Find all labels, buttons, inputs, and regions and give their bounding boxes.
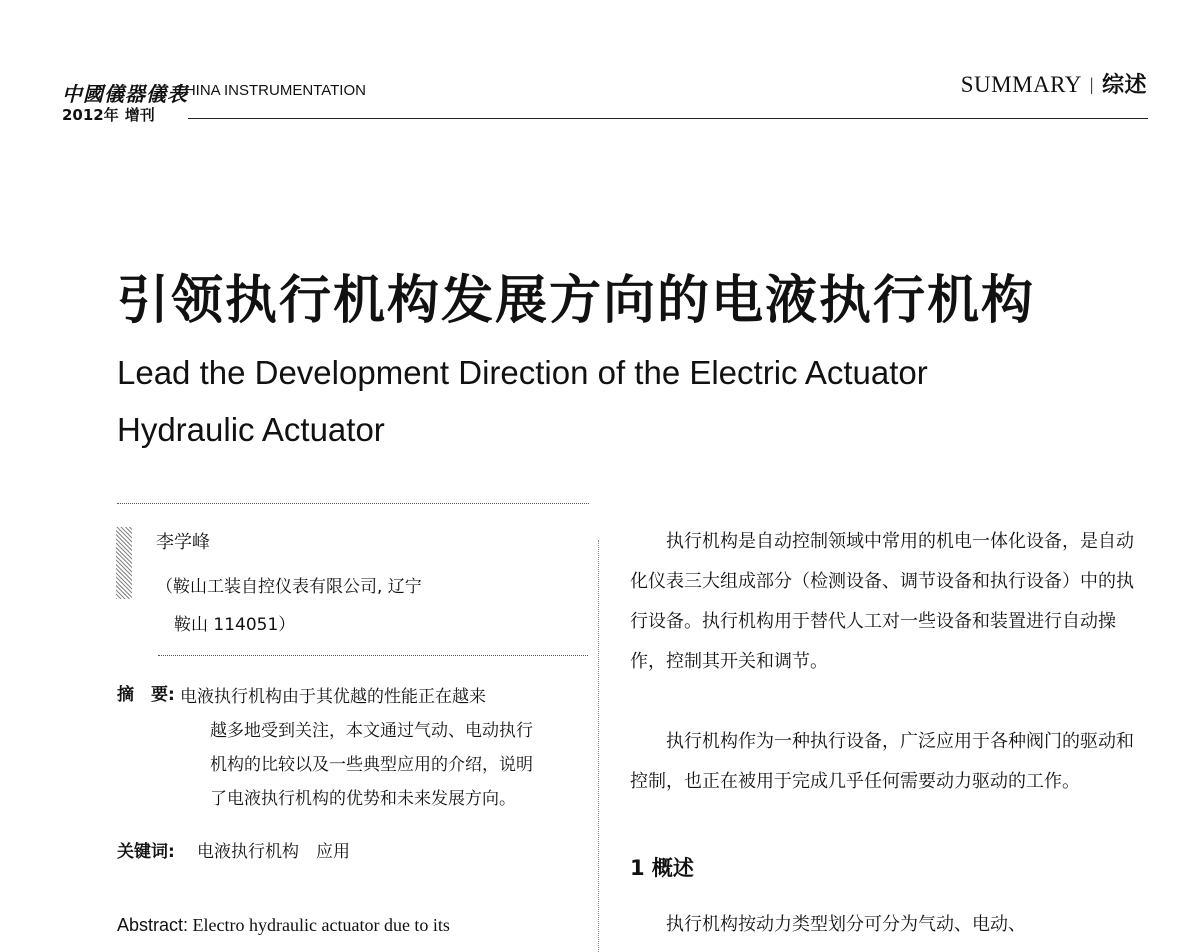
article-title-zh: 引领执行机构发展方向的电液执行机构 <box>117 271 1036 331</box>
paragraph-text: 执行机构是自动控制领域中常用的机电一体化设备，是自动化仪表三大组成部分（检测设备、调节设备和执行设备）中的执行设备。执行机构用于替代人工对一些设备和装置进行自动操作，控制其开关和调节。 <box>630 531 1134 672</box>
body-paragraph-2 <box>630 722 1145 802</box>
section-heading: 1 概述 <box>630 856 694 880</box>
paragraph-text: 执行机构按动力类型划分可分为气动、电动、 <box>666 914 1026 935</box>
abstract-line: 了电液执行机构的优势和未来发展方向。 <box>210 789 516 809</box>
abstract-line: 电液执行机构由于其优越的性能正在越来 <box>180 687 486 707</box>
author-top-rule <box>117 503 589 504</box>
article-title-en <box>117 344 1097 458</box>
body-paragraph-1 <box>630 522 1145 682</box>
keywords-label: 关键词: <box>117 842 175 862</box>
abstract-en <box>117 915 450 936</box>
section-header <box>961 68 1147 99</box>
journal-logo: 中國儀器儀表 <box>62 82 188 106</box>
section-separator: | <box>1089 74 1094 94</box>
abstract-en-text: Electro hydraulic actuator due to its <box>192 915 450 935</box>
header-rule <box>188 118 1148 119</box>
article-title-en-line1: Lead the Development Direction of the Electric Actuator <box>117 354 928 391</box>
abstract-en-label: Abstract: <box>117 915 189 935</box>
issue-supplement: 增刊 <box>124 106 155 124</box>
abstract-line: 越多地受到关注，本文通过气动、电动执行 <box>210 721 533 741</box>
author-affiliation <box>156 568 596 644</box>
author-ornament <box>116 527 132 599</box>
author-bottom-rule <box>158 655 588 656</box>
section-zh: 综述 <box>1101 73 1147 98</box>
journal-name-en: CHINA INSTRUMENTATION <box>174 82 366 99</box>
issue-info <box>62 104 155 125</box>
keywords-text: 电液执行机构 应用 <box>197 842 350 862</box>
affiliation-line2: 鞍山 114051） <box>174 615 296 635</box>
issue-year: 2012年 <box>62 106 119 124</box>
column-divider <box>598 540 599 952</box>
article-title-en-line2: Hydraulic Actuator <box>117 411 385 448</box>
body-paragraph-3 <box>630 905 1145 945</box>
affiliation-line1: （鞍山工装自控仪表有限公司, 辽宁 <box>156 577 422 597</box>
section-en: SUMMARY <box>960 72 1082 97</box>
abstract-label: 摘 要: <box>117 685 175 705</box>
author-name: 李学峰 <box>156 532 210 553</box>
abstract-text <box>180 680 580 816</box>
paragraph-text: 执行机构作为一种执行设备，广泛应用于各种阀门的驱动和控制，也正在被用于完成几乎任何需要动力驱动的工作。 <box>630 731 1134 792</box>
abstract-line: 机构的比较以及一些典型应用的介绍，说明 <box>210 755 533 775</box>
